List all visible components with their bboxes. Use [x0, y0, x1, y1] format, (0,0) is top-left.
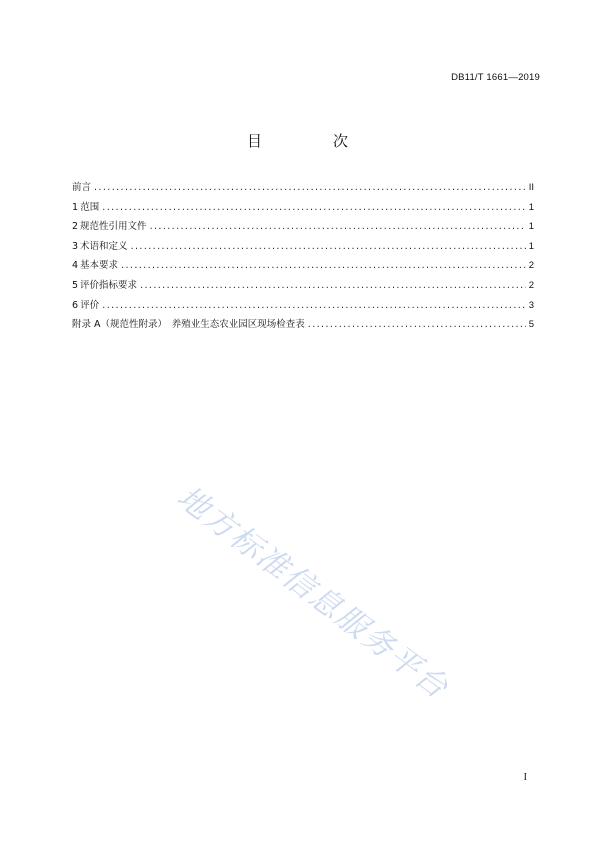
toc-label: 前言 — [72, 182, 92, 193]
toc-entry-scope[interactable] — [72, 199, 534, 219]
toc-page-number: 3 — [528, 299, 534, 311]
toc-section-number: 5 — [72, 279, 79, 291]
toc-section-number: 4 — [72, 260, 79, 272]
toc-label: 评价 — [80, 299, 100, 311]
toc-page-number: 1 — [528, 201, 534, 213]
toc-page-number: 5 — [528, 319, 534, 331]
toc-page-number: 2 — [528, 279, 534, 291]
toc-leader-dots — [102, 300, 525, 311]
toc-leader-dots — [140, 280, 526, 291]
toc-page-number: 1 — [528, 221, 534, 233]
toc-label: 规范性引用文件 — [80, 221, 147, 233]
page-title: 目 次 — [246, 132, 376, 150]
toc-label: 基本要求 — [80, 260, 119, 272]
toc-leader-dots — [150, 221, 526, 232]
toc-leader-dots — [308, 319, 526, 330]
toc-entry-normative-references[interactable] — [72, 218, 534, 238]
toc-entry-evaluation[interactable] — [72, 297, 534, 317]
watermark: 地方标准信息服务平台 — [170, 479, 456, 707]
toc-page-number: 2 — [528, 260, 534, 272]
toc-section-number: 2 — [72, 221, 79, 233]
toc-page-number: II — [528, 182, 534, 193]
toc-entry-basic-requirements[interactable] — [72, 257, 534, 277]
document-code: DB11/T 1661—2019 — [451, 72, 540, 83]
toc-label: 范围 — [80, 201, 100, 213]
toc-leader-dots — [131, 241, 526, 252]
toc-label: 评价指标要求 — [80, 279, 138, 291]
toc-entry-evaluation-indicators[interactable] — [72, 277, 534, 297]
toc-section-number: 3 — [72, 240, 79, 252]
toc-entry-foreword[interactable] — [72, 179, 534, 199]
toc-label: 术语和定义 — [80, 240, 128, 252]
toc-section-number: 1 — [72, 201, 79, 213]
toc-entry-terms-definitions[interactable] — [72, 238, 534, 258]
toc-page-number: 1 — [528, 240, 534, 252]
toc-section-number: 6 — [72, 299, 79, 311]
toc-leader-dots — [94, 182, 526, 193]
page-number: I — [523, 772, 527, 783]
table-of-contents — [72, 179, 534, 336]
toc-label: 附录 A（规范性附录） 养殖业生态农业园区现场检查表 — [72, 319, 305, 331]
toc-entry-appendix-a[interactable] — [72, 316, 534, 336]
toc-leader-dots — [121, 260, 526, 271]
toc-leader-dots — [102, 202, 525, 213]
